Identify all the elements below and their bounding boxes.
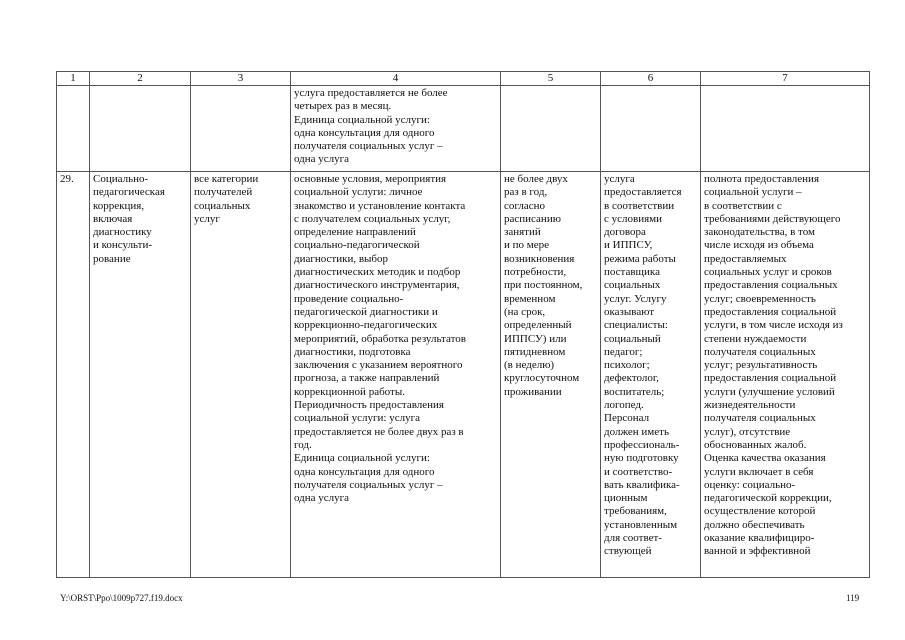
text-line: с получателем социальных услуг, — [294, 212, 451, 225]
text-line: услуга — [604, 173, 635, 185]
text-line: для соответ- — [604, 532, 662, 545]
header-row — [57, 72, 870, 86]
text-line: одна услуга — [294, 492, 350, 505]
text-line: требованиям, — [604, 505, 667, 518]
text-line: диагностики, подготовка — [294, 345, 411, 358]
cell-empty-3 — [191, 86, 291, 172]
cell-empty-1 — [57, 86, 90, 172]
text-line: специалисты: — [604, 319, 668, 332]
text-line: услуги (улучшение условий — [704, 385, 835, 398]
text-line: вать квалифика- — [604, 478, 680, 491]
text-line: обоснованных жалоб. — [704, 438, 807, 451]
text-line: с условиями — [604, 212, 662, 225]
text-line: определение направлений — [294, 226, 416, 239]
text-line: законодательства, в том — [704, 226, 815, 239]
text-line: поставщика — [604, 266, 660, 279]
recipient-category-cell — [191, 172, 291, 578]
col-header-3: 3 — [191, 72, 291, 86]
text-line: социальной услуги: личное — [294, 186, 423, 199]
text-line: временном — [504, 292, 556, 305]
text-line: и по мере — [504, 239, 549, 252]
text-line: должен иметь — [604, 425, 669, 438]
text-line: прогноза, а также направлений — [294, 372, 440, 385]
row-number: 29. — [57, 172, 90, 578]
text-line: одна консультация для одного — [294, 465, 435, 478]
text-line: определенный — [504, 319, 572, 332]
text-line: услуги включает в себя — [704, 465, 814, 478]
text-line: расписанию — [504, 212, 561, 225]
col-header-4: 4 — [291, 72, 501, 86]
quality-indicators-cell — [701, 172, 870, 578]
text-line: оказание квалифициро- — [704, 532, 815, 545]
text-line: предоставляется — [604, 186, 682, 199]
col-header-5: 5 — [501, 72, 601, 86]
text-line: получателя социальных — [704, 412, 816, 425]
text-line: услуг; результативность — [704, 359, 818, 372]
text-line: ционным — [604, 492, 648, 505]
text-line: (на срок, — [504, 305, 546, 318]
text-line: проведение социально- — [294, 292, 404, 305]
text-line: полнота предоставления — [704, 173, 820, 185]
text-line: предоставляется не более двух раз в — [294, 425, 464, 438]
text-line: социальный — [604, 332, 661, 345]
text-line: основные условия, мероприятия — [294, 173, 447, 185]
text-line: жизнедеятельности — [704, 399, 796, 412]
text-line: и соответство- — [604, 465, 673, 478]
cell-empty-5 — [501, 86, 601, 172]
text-line: согласно — [504, 199, 545, 212]
text-line: получателя социальных услуг – — [294, 140, 443, 153]
page-number: 119 — [846, 593, 860, 603]
text-line: год. — [294, 438, 312, 451]
service-frequency-cell — [501, 172, 601, 578]
text-line: степени нуждаемости — [704, 332, 807, 345]
text-line: логопед. — [604, 399, 644, 412]
text-line: Единица социальной услуги: — [294, 452, 430, 465]
cell-empty-7 — [701, 86, 870, 172]
text-line: услуг), отсутствие — [704, 425, 791, 438]
text-line: и консульти- — [93, 239, 153, 252]
text-line: ванной и эффективной — [704, 545, 811, 558]
text-line: числе исходя из объема — [704, 239, 814, 252]
text-line: коррекционно-педагогических — [294, 319, 438, 332]
service-standards-table — [56, 71, 870, 578]
text-line: диагностических методик и подбор — [294, 266, 461, 279]
text-line: должно обеспечивать — [704, 518, 805, 531]
col-header-2: 2 — [90, 72, 191, 86]
cell-empty-2 — [90, 86, 191, 172]
col-header-6: 6 — [601, 72, 701, 86]
text-line: услуг; своевременность — [704, 292, 816, 305]
text-line: Периодичность предоставления — [294, 399, 444, 412]
text-line: требованиями действующего — [704, 212, 841, 225]
text-line: (в неделю) — [504, 359, 555, 372]
text-line: при постоянном, — [504, 279, 583, 292]
text-line: в соответствии — [604, 199, 675, 212]
text-line: воспитатель; — [604, 385, 665, 398]
text-line: четырех раз в месяц. — [294, 100, 392, 113]
text-line: услуг — [194, 212, 220, 225]
text-line: диагностики, выбор — [294, 252, 389, 265]
text-line: договора — [604, 226, 646, 239]
text-line: получателя социальных услуг – — [294, 478, 443, 491]
text-line: возникновения — [504, 252, 575, 265]
text-line: включая — [93, 212, 133, 225]
text-line: пятидневном — [504, 345, 566, 358]
text-line: услуга предоставляется не более — [294, 87, 448, 99]
text-line: не более двух — [504, 173, 568, 185]
text-line: ную подготовку — [604, 452, 679, 465]
text-line: коррекция, — [93, 199, 145, 212]
text-line: коррекционной работы. — [294, 385, 405, 398]
col-header-7: 7 — [701, 72, 870, 86]
text-line: предоставления социальной — [704, 305, 837, 318]
text-line: рование — [93, 252, 131, 265]
footer-file-path: Y:\ORST\Ppo\1009p727.f19.docx — [60, 593, 183, 603]
text-line: услуг. Услугу — [604, 292, 667, 305]
text-line: педагогической диагностики и — [294, 305, 438, 318]
text-line: психолог; — [604, 359, 650, 372]
text-line: педагог; — [604, 345, 643, 358]
text-line: заключения с указанием вероятного — [294, 359, 463, 372]
text-line: ствующей — [604, 545, 652, 558]
service-conditions-cell — [291, 172, 501, 578]
text-line: педагогическая — [93, 186, 165, 199]
text-line: оценку: социально- — [704, 478, 796, 491]
text-line: потребности, — [504, 266, 567, 279]
cell-continued-conditions — [291, 86, 501, 172]
text-line: Единица социальной услуги: — [294, 113, 430, 126]
text-line: Персонал — [604, 412, 650, 425]
cell-empty-6 — [601, 86, 701, 172]
text-line: получателя социальных — [704, 345, 816, 358]
text-line: в соответствии с — [704, 199, 782, 212]
text-line: дефектолог, — [604, 372, 659, 385]
text-line: предоставления социальной — [704, 372, 837, 385]
text-line: диагностического инструментария, — [294, 279, 460, 292]
text-line: педагогической коррекции, — [704, 492, 832, 505]
text-line: социальной услуги – — [704, 186, 802, 199]
text-line: оказывают — [604, 305, 655, 318]
text-line: Социально- — [93, 173, 149, 185]
text-line: Оценка качества оказания — [704, 452, 826, 465]
text-line: услуги, в том числе исходя из — [704, 319, 843, 332]
text-line: мероприятий, обработка результатов — [294, 332, 466, 345]
text-line: проживании — [504, 385, 562, 398]
text-line: диагностику — [93, 226, 152, 239]
service-provision-cell — [601, 172, 701, 578]
text-line: социально-педагогической — [294, 239, 420, 252]
text-line: предоставляемых — [704, 252, 787, 265]
text-line: получателей — [194, 186, 253, 199]
col-header-1: 1 — [57, 72, 90, 86]
text-line: осуществление которой — [704, 505, 816, 518]
table-row-29 — [57, 172, 870, 578]
text-line: социальных — [194, 199, 251, 212]
text-line: одна услуга — [294, 153, 350, 166]
text-line: социальных — [604, 279, 661, 292]
text-line: режима работы — [604, 252, 676, 265]
text-line: социальных услуг и сроков — [704, 266, 832, 279]
text-line: социальной услуги: услуга — [294, 412, 421, 425]
table-row-continued — [57, 86, 870, 172]
text-line: профессиональ- — [604, 438, 680, 451]
text-line: и ИППСУ, — [604, 239, 653, 252]
text-line: знакомство и установление контакта — [294, 199, 466, 212]
text-line: круглосуточном — [504, 372, 580, 385]
service-name-cell — [90, 172, 191, 578]
text-line: предоставления социальных — [704, 279, 838, 292]
text-line: все категории — [194, 173, 259, 185]
text-line: занятий — [504, 226, 541, 239]
text-line: раз в год, — [504, 186, 548, 199]
text-line: одна консультация для одного — [294, 126, 435, 139]
text-line: ИППСУ) или — [504, 332, 567, 345]
text-line: установленным — [604, 518, 678, 531]
